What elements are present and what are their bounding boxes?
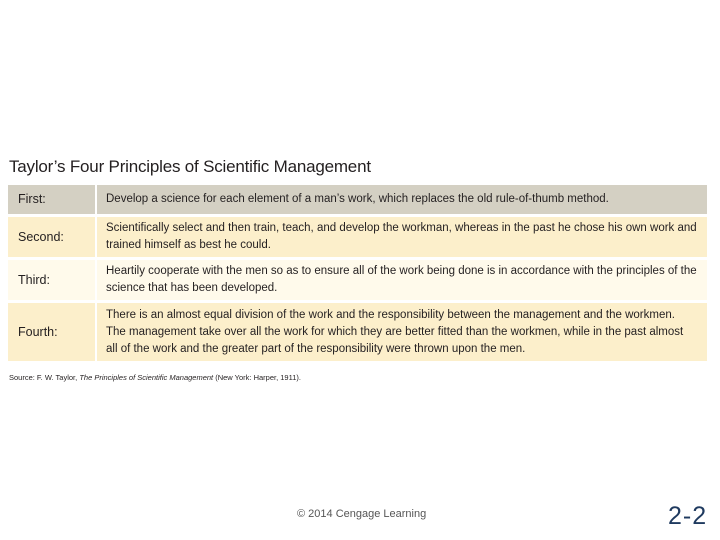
row-text-third: Heartily cooperate with the men so as to ensure all of the work being done is in accordance with the principles of the science that has been developed. [96, 259, 707, 302]
row-label-fourth: Fourth: [8, 302, 96, 362]
source-citation [9, 373, 301, 382]
principles-table [8, 185, 707, 361]
copyright-notice: © 2014 Cengage Learning [297, 508, 427, 520]
row-text-first: Develop a science for each element of a man’s work, which replaces the old rule-of-thumb method. [96, 185, 707, 216]
table-row [8, 185, 707, 216]
source-suffix: (New York: Harper, 1911). [213, 373, 301, 382]
slide-number: 2-2 [668, 502, 708, 530]
table-row [8, 216, 707, 259]
source-book-title: The Principles of Scientific Management [79, 373, 214, 382]
row-label-third: Third: [8, 259, 96, 302]
row-text-second: Scientifically select and then train, teach, and develop the workman, whereas in the past he chose his own work and trained himself as best he could. [96, 216, 707, 259]
row-label-first: First: [8, 185, 96, 216]
row-text-fourth: There is an almost equal division of the work and the responsibility between the management and the workmen. The management take over all the work for which they are better fitted than the workmen, while in the past almost all of the work and the greater part of the responsibility were thrown upon the men. [106, 308, 684, 355]
row-label-second: Second: [8, 216, 96, 259]
table-row [8, 259, 707, 302]
source-prefix: Source: F. W. Taylor, [9, 373, 80, 382]
table-row [8, 302, 707, 362]
table-title: Taylor’s Four Principles of Scientific Management [9, 157, 371, 176]
